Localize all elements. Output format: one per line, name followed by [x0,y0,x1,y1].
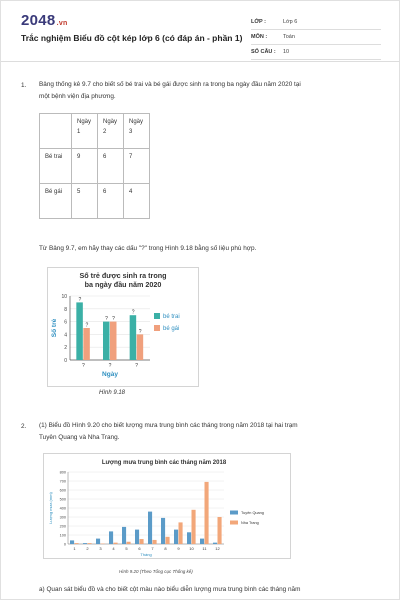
bar [148,512,152,544]
table-header-row [40,114,150,149]
y-tick-label: 4 [64,332,67,339]
figure-9-18 [47,267,199,387]
question-text-line: một bệnh viện địa phương. [39,92,116,100]
meta-key: MÔN : [251,34,268,40]
x-tick-label: 8 [164,546,167,551]
bar [213,543,217,544]
bar [200,539,204,544]
chart-title: Số trẻ được sinh ra trong [79,271,167,280]
bar-data-label: ? [85,322,89,329]
table-header-cell: Ngày 2 [98,114,124,149]
meta-row-class [251,15,381,30]
x-axis-label: Ngày [102,371,118,378]
question-text-line: (1) Biểu đồ Hình 9.20 cho biết lượng mưa trung bình các tháng trong năm 2018 tại hai trạm [39,422,298,429]
x-tick-label: ? [135,363,139,369]
question-text-line: Bảng thống kê 9.7 cho biết số bé trai và bé gái được sinh ra trong ba ngày đầu năm 2020 tại [39,81,301,88]
figure-caption: Hình 9.18 [99,390,126,396]
bar [187,532,191,544]
table-cell: 4 [124,184,150,219]
bar [114,543,118,544]
question-text [39,79,301,102]
bar [88,543,92,544]
table-cell: 6 [98,184,124,219]
y-tick-label: 0 [63,542,66,547]
bar [96,539,100,544]
x-tick-label: 7 [151,546,154,551]
meta-key: LỚP : [251,19,266,25]
x-tick-label: 6 [138,546,141,551]
bar-data-label: ? [105,316,108,323]
legend-swatch [154,325,160,331]
chart-title: Lượng mưa trung bình các tháng năm 2018 [101,460,227,466]
y-tick-label: 400 [59,506,66,511]
legend-swatch [230,511,238,515]
page-title: Trắc nghiệm Biểu đồ cột kép lớp 6 (có đáp án - phần 1) [21,33,243,43]
header-divider [1,61,400,62]
x-tick-label: 4 [112,546,115,551]
bar [122,527,126,544]
bar [153,540,157,544]
bar-data-label: ? [138,328,142,335]
question-instruction: Từ Bảng 9.7, em hãy thay các dấu "?" trong Hình 9.18 bằng số liệu phù hợp. [39,245,257,252]
y-tick-label: 6 [64,319,67,326]
meta-value: Lớp 6 [283,19,298,25]
legend-label: Tuyên Quang [241,511,264,515]
meta-value: Toán [283,34,295,40]
bar [83,543,87,544]
bar-data-label: ? [112,316,115,323]
table-cell [40,114,72,149]
bar [179,522,183,544]
bar [140,539,144,544]
legend-swatch [154,313,160,319]
y-tick-label: 200 [59,524,66,529]
meta-key: SỐ CÂU : [251,49,276,55]
legend-label: Nha Trang [241,521,259,525]
table-header-cell: Ngày 1 [72,114,98,149]
x-tick-label: 5 [125,546,128,551]
bar-data-label: ? [131,309,135,316]
chart-title: ba ngày đầu năm 2020 [84,280,162,289]
x-tick-label: 12 [215,546,220,551]
meta-row-count [251,45,381,60]
question-text [39,420,298,443]
meta-value: 10 [283,49,290,55]
x-tick-label: 11 [202,546,207,551]
y-tick-label: 800 [59,470,66,475]
question-part-a: a) Quan sát biểu đồ và cho biết cột màu nào biểu diễn lượng mưa trung bình các tháng năm [39,586,301,593]
x-tick-label: 3 [99,546,102,551]
x-tick-label: ? [108,363,112,369]
table-cell: 7 [124,149,150,184]
bar [130,315,137,360]
x-axis-label: Tháng [140,552,152,557]
bar [83,328,90,360]
bar [205,482,209,544]
figure-9-20 [43,453,291,559]
table-header-cell: Ngày 3 [124,114,150,149]
bar [218,517,222,544]
meta-panel [251,15,381,60]
x-tick-label: ? [81,363,85,369]
x-tick-label: 2 [86,546,89,551]
y-tick-label: 2 [64,345,67,352]
figure-caption: Hình 9.20 (Theo Tổng cục Thống kê) [119,569,193,574]
bar [192,510,196,544]
table-row [40,149,150,184]
births-bar-chart [48,268,198,386]
y-tick-label: 300 [59,515,66,520]
table-cell: 5 [72,184,98,219]
bar [75,543,79,544]
y-tick-label: 600 [59,488,66,493]
y-tick-label: 0 [64,358,67,364]
x-tick-label: 1 [73,546,76,551]
x-tick-label: 9 [177,546,180,551]
stats-table [39,113,150,219]
question-text-line: Tuyên Quang và Nha Trang. [39,433,120,441]
bar [101,544,105,545]
bar-data-label: ? [78,296,82,303]
question-number: 2. [21,423,27,430]
bar [137,334,144,360]
table-cell: 9 [72,149,98,184]
y-axis-label: Số trẻ [51,318,58,338]
table-cell: 6 [98,149,124,184]
bar [174,530,178,544]
y-tick-label: 10 [61,294,67,300]
bar [161,518,165,544]
y-tick-label: 500 [59,497,66,502]
bar [135,530,139,544]
y-axis-label: Lượng mưa (mm) [48,492,53,524]
bar [166,537,170,544]
y-tick-label: 8 [64,306,67,313]
rainfall-bar-chart [44,454,290,558]
bar [70,540,74,544]
y-tick-label: 700 [59,479,66,484]
x-tick-label: 10 [189,546,194,551]
site-logo[interactable]: 2048.vn [21,12,68,29]
table-row-label: Bé gái [40,184,72,219]
bar [110,322,117,360]
legend-label: bé gái [163,326,180,332]
table-row [40,184,150,219]
meta-row-subject [251,30,381,45]
y-tick-label: 100 [59,533,66,538]
bar [109,531,113,544]
legend-label: bé trai [163,314,180,320]
bar [76,302,83,360]
table-row-label: Bé trai [40,149,72,184]
bar [127,542,131,544]
bar [103,322,110,360]
question-number: 1. [21,82,27,89]
legend-swatch [230,521,238,525]
